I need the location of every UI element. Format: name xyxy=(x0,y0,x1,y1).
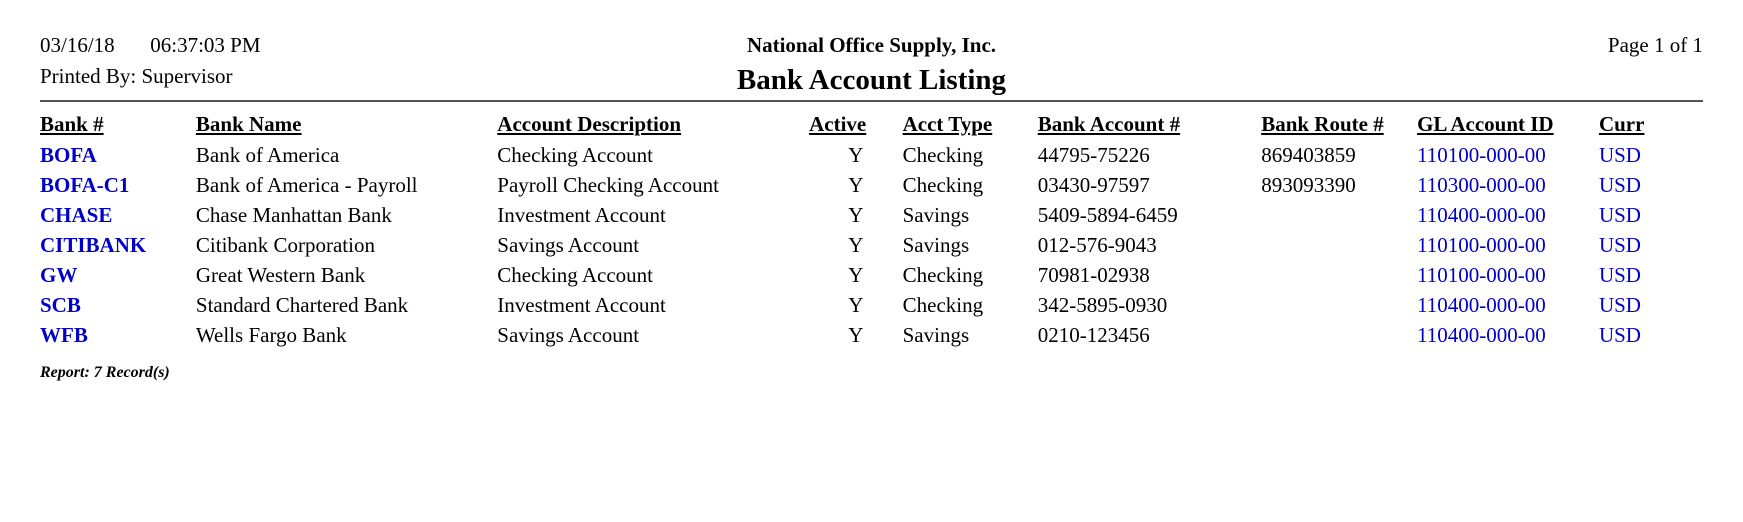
table-body xyxy=(40,140,1703,350)
table-header-row xyxy=(40,112,1703,140)
cell-gl-account-id: 110300-000-00 xyxy=(1417,173,1546,197)
cell-bank-route-number: 869403859 xyxy=(1261,143,1356,167)
cell-active: Y xyxy=(848,143,864,167)
report-header xyxy=(40,30,1703,96)
cell-bank-number: BOFA xyxy=(40,143,97,167)
column-header-bank-route-number: Bank Route # xyxy=(1261,112,1384,136)
cell-active: Y xyxy=(848,263,864,287)
column-header-active: Active xyxy=(809,112,867,136)
column-header-account-description: Account Description xyxy=(497,112,682,136)
header-divider xyxy=(40,100,1703,102)
cell-currency: USD xyxy=(1598,203,1641,227)
report-date: 03/16/18 xyxy=(40,33,115,57)
table-row xyxy=(40,170,1703,200)
cell-gl-account-id: 110100-000-00 xyxy=(1417,233,1546,257)
cell-gl-account-id: 110400-000-00 xyxy=(1417,293,1546,317)
table-row xyxy=(40,140,1703,170)
cell-bank-name: Wells Fargo Bank xyxy=(195,323,347,347)
report-time: 06:37:03 PM xyxy=(150,33,261,57)
page-title: Bank Account Listing xyxy=(736,64,1007,96)
cell-bank-name: Great Western Bank xyxy=(195,263,366,287)
cell-acct-type: Savings xyxy=(902,323,970,347)
table-row xyxy=(40,200,1703,230)
cell-acct-type: Checking xyxy=(902,263,984,287)
cell-currency: USD xyxy=(1598,263,1641,287)
cell-active: Y xyxy=(848,323,864,347)
table-row xyxy=(40,260,1703,290)
cell-account-description: Savings Account xyxy=(497,323,640,347)
cell-account-description: Savings Account xyxy=(497,233,640,257)
cell-bank-name: Standard Chartered Bank xyxy=(195,293,409,317)
cell-acct-type: Checking xyxy=(902,143,984,167)
cell-bank-route-number xyxy=(1261,260,1417,290)
cell-bank-account-number: 012-576-9043 xyxy=(1037,233,1157,257)
cell-acct-type: Savings xyxy=(902,203,970,227)
record-count: Report: 7 Record(s) xyxy=(40,364,170,381)
cell-bank-number: SCB xyxy=(40,293,81,317)
cell-bank-name: Citibank Corporation xyxy=(195,233,375,257)
cell-bank-account-number: 44795-75226 xyxy=(1037,143,1150,167)
cell-bank-route-number xyxy=(1261,320,1417,350)
cell-account-description: Checking Account xyxy=(497,263,654,287)
cell-bank-name: Chase Manhattan Bank xyxy=(195,203,392,227)
cell-bank-route-number xyxy=(1261,290,1417,320)
cell-acct-type: Checking xyxy=(902,293,984,317)
column-header-currency: Curr xyxy=(1598,112,1645,136)
column-header-bank-account-number: Bank Account # xyxy=(1037,112,1181,136)
cell-bank-account-number: 0210-123456 xyxy=(1037,323,1150,347)
cell-currency: USD xyxy=(1598,323,1641,347)
cell-gl-account-id: 110100-000-00 xyxy=(1417,143,1546,167)
cell-currency: USD xyxy=(1598,173,1641,197)
cell-acct-type: Savings xyxy=(902,233,970,257)
cell-currency: USD xyxy=(1598,293,1641,317)
cell-bank-account-number: 5409-5894-6459 xyxy=(1037,203,1178,227)
table-row xyxy=(40,290,1703,320)
cell-active: Y xyxy=(848,173,864,197)
company-name: National Office Supply, Inc. xyxy=(746,33,997,57)
cell-currency: USD xyxy=(1598,233,1641,257)
cell-account-description: Checking Account xyxy=(497,143,654,167)
column-header-bank-name: Bank Name xyxy=(195,112,302,136)
cell-gl-account-id: 110400-000-00 xyxy=(1417,203,1546,227)
cell-bank-number: CITIBANK xyxy=(40,233,147,257)
page-number: Page 1 of 1 xyxy=(1607,33,1703,57)
cell-gl-account-id: 110100-000-00 xyxy=(1417,263,1546,287)
cell-gl-account-id: 110400-000-00 xyxy=(1417,323,1546,347)
table-row xyxy=(40,230,1703,260)
bank-account-table xyxy=(40,112,1703,350)
printed-by: Printed By: Supervisor xyxy=(40,64,233,88)
cell-active: Y xyxy=(848,293,864,317)
cell-currency: USD xyxy=(1598,143,1641,167)
cell-bank-account-number: 70981-02938 xyxy=(1037,263,1150,287)
cell-bank-number: CHASE xyxy=(40,203,113,227)
cell-bank-number: BOFA-C1 xyxy=(40,173,130,197)
cell-bank-account-number: 03430-97597 xyxy=(1037,173,1150,197)
cell-bank-name: Bank of America - Payroll xyxy=(195,173,418,197)
cell-bank-route-number: 893093390 xyxy=(1261,173,1356,197)
cell-bank-route-number xyxy=(1261,200,1417,230)
cell-active: Y xyxy=(848,203,864,227)
cell-account-description: Investment Account xyxy=(497,203,666,227)
column-header-gl-account-id: GL Account ID xyxy=(1417,112,1554,136)
cell-bank-number: WFB xyxy=(40,323,88,347)
cell-bank-route-number xyxy=(1261,230,1417,260)
column-header-bank-number: Bank # xyxy=(40,112,104,136)
table-row xyxy=(40,320,1703,350)
cell-account-description: Investment Account xyxy=(497,293,666,317)
cell-acct-type: Checking xyxy=(902,173,984,197)
header-center xyxy=(40,30,1703,97)
cell-bank-name: Bank of America xyxy=(195,143,340,167)
cell-bank-account-number: 342-5895-0930 xyxy=(1037,293,1168,317)
cell-active: Y xyxy=(848,233,864,257)
cell-bank-number: GW xyxy=(40,263,78,287)
cell-account-description: Payroll Checking Account xyxy=(497,173,719,197)
column-header-acct-type: Acct Type xyxy=(902,112,993,136)
